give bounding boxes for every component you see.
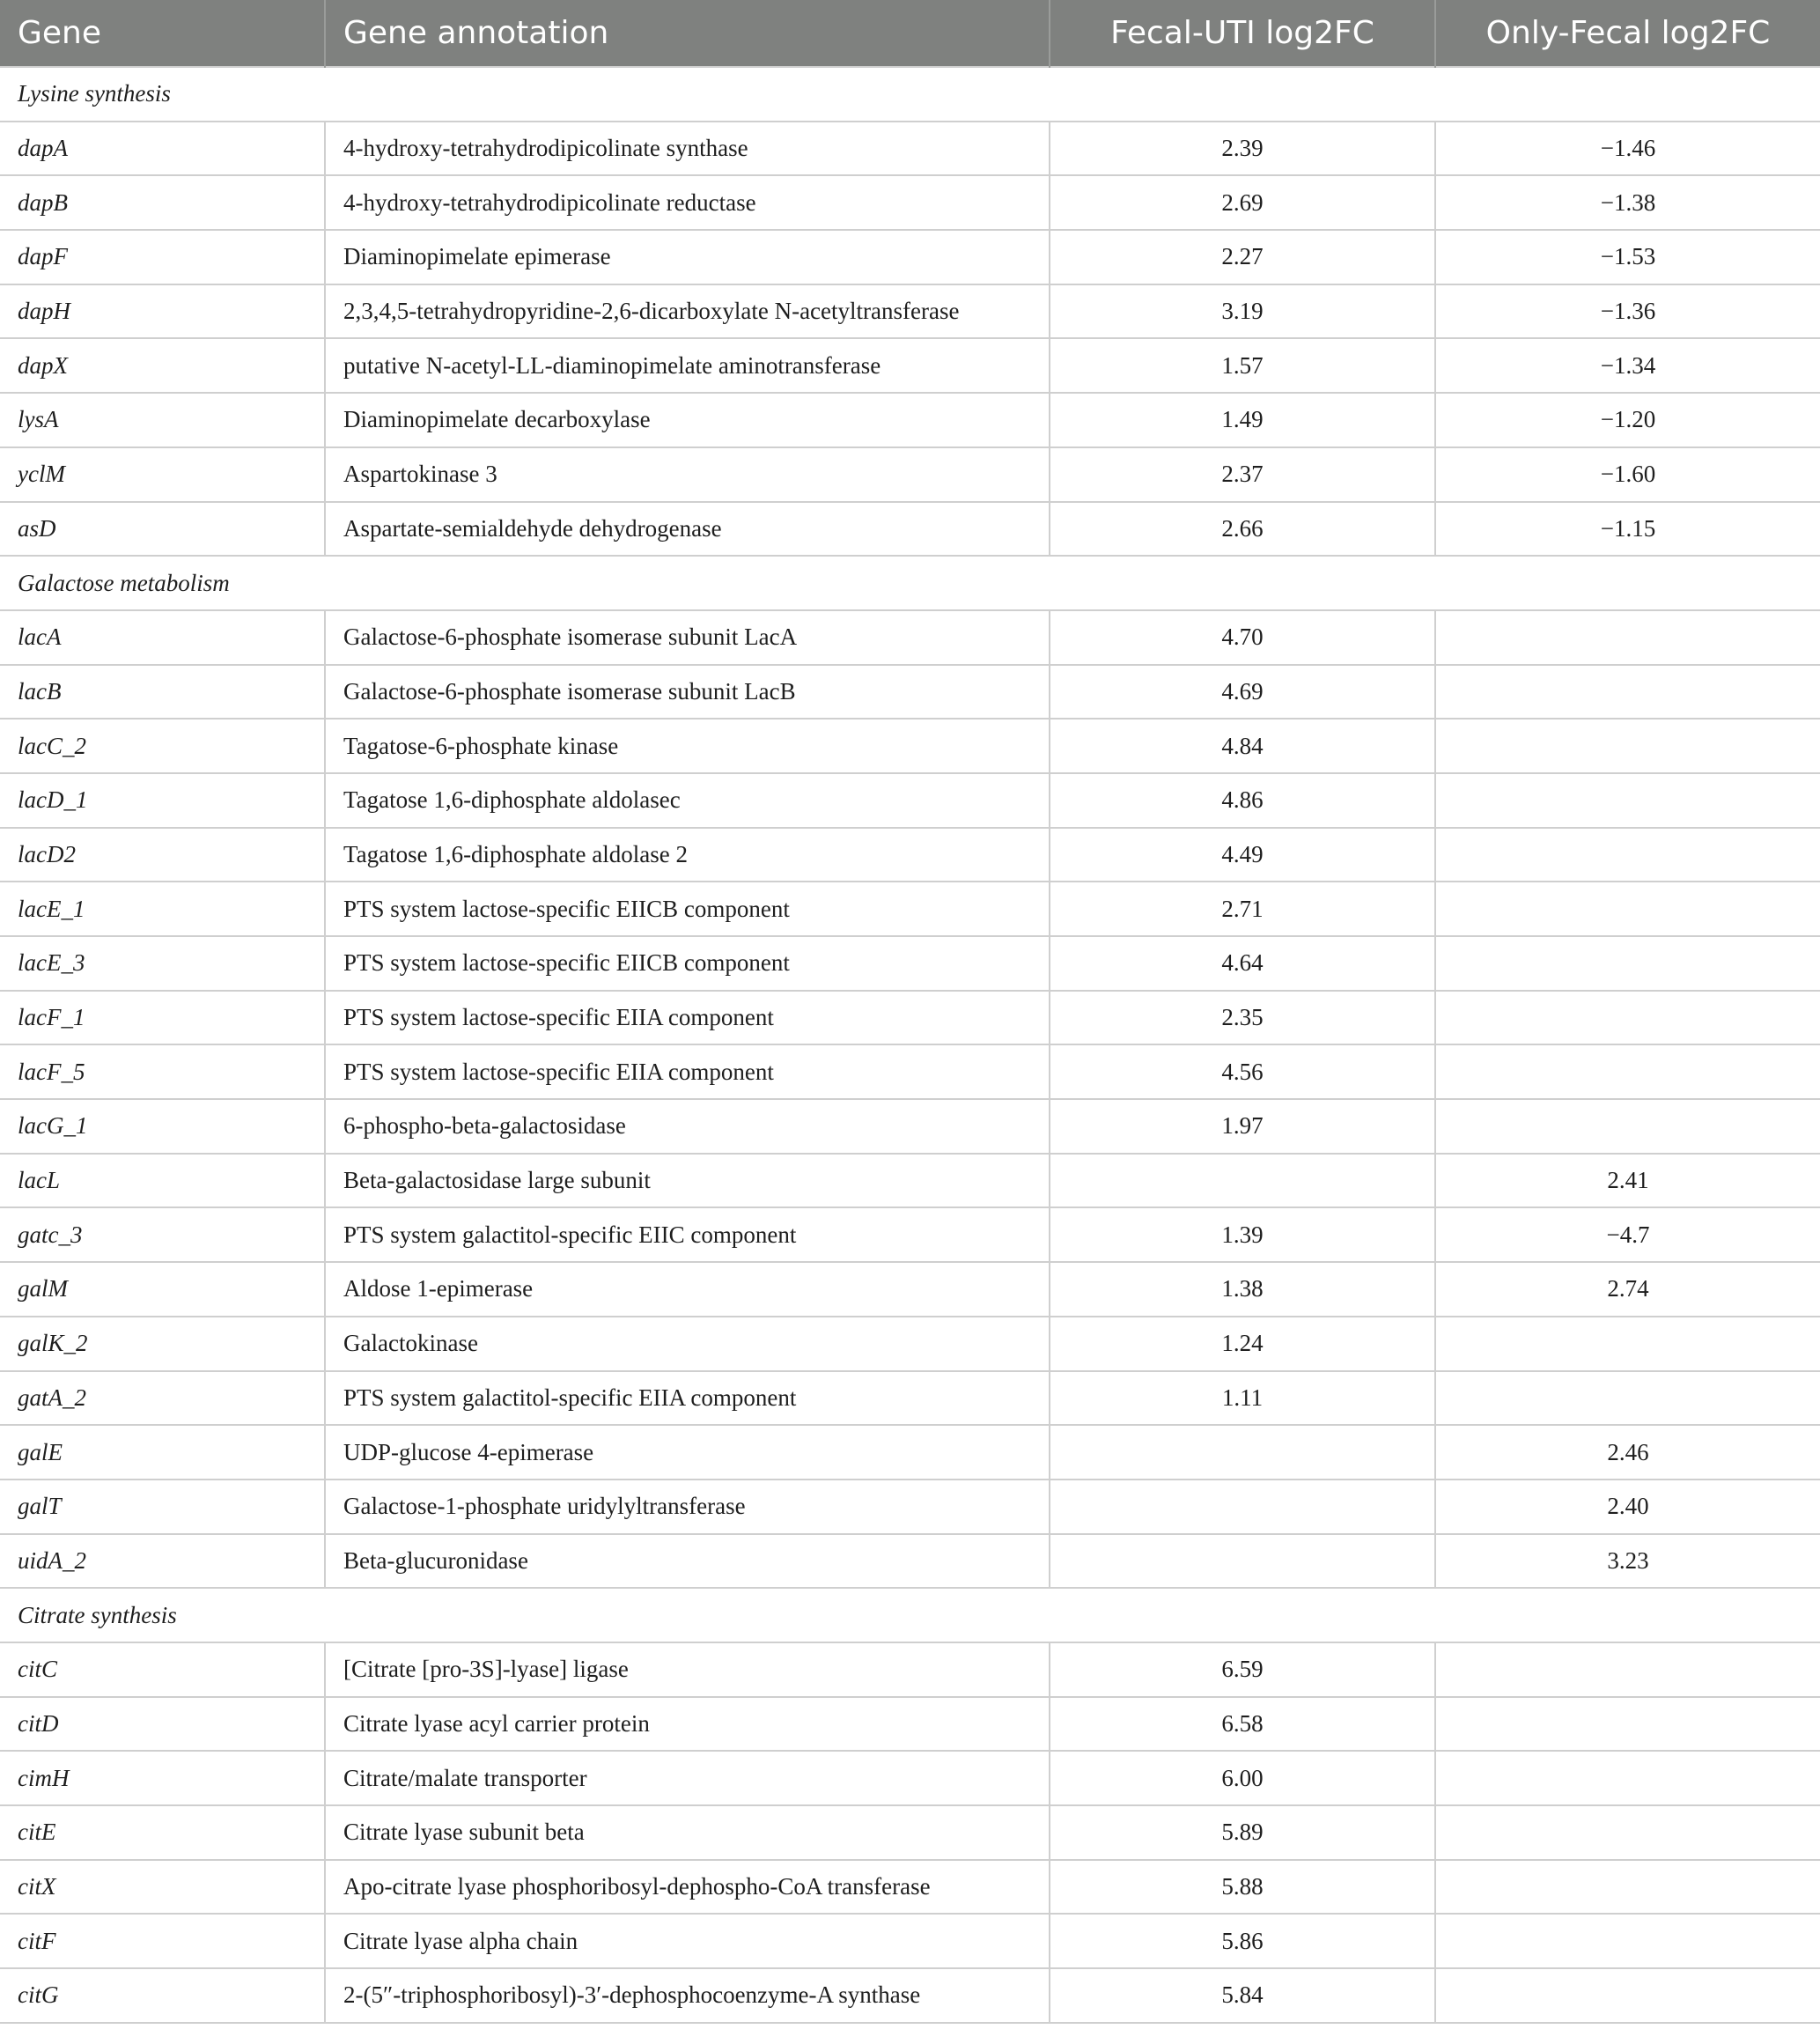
- gene-cell: gatA_2: [0, 1371, 325, 1426]
- gene-cell: dapA: [0, 122, 325, 176]
- table-body: [0, 67, 1820, 2023]
- gene-cell: lacG_1: [0, 1099, 325, 1154]
- table-row: [0, 991, 1820, 1045]
- fecal-uti-cell: 5.86: [1050, 1914, 1435, 1968]
- annotation-cell: Tagatose-6-phosphate kinase: [325, 719, 1050, 773]
- table-row: [0, 719, 1820, 773]
- annotation-cell: 2-(5″-triphosphoribosyl)-3′-dephosphocoenzyme-A synthase: [325, 1968, 1050, 2023]
- fecal-uti-cell: 2.35: [1050, 991, 1435, 1045]
- table-row: [0, 447, 1820, 502]
- fecal-uti-cell: 2.27: [1050, 230, 1435, 284]
- table-row: [0, 1480, 1820, 1534]
- fecal-uti-cell: 1.57: [1050, 338, 1435, 393]
- fecal-uti-cell: 1.39: [1050, 1207, 1435, 1262]
- only-fecal-cell: −4.7: [1435, 1207, 1820, 1262]
- only-fecal-cell: [1435, 1860, 1820, 1915]
- fecal-uti-cell: 4.70: [1050, 610, 1435, 665]
- fecal-uti-cell: 1.49: [1050, 393, 1435, 447]
- annotation-cell: Tagatose 1,6-diphosphate aldolase 2: [325, 828, 1050, 882]
- fecal-uti-cell: 6.59: [1050, 1642, 1435, 1697]
- gene-cell: citD: [0, 1697, 325, 1752]
- table-row: [0, 665, 1820, 719]
- only-fecal-cell: −1.53: [1435, 230, 1820, 284]
- fecal-uti-cell: 5.84: [1050, 1968, 1435, 2023]
- fecal-uti-cell: 6.58: [1050, 1697, 1435, 1752]
- table-row: [0, 1805, 1820, 1860]
- only-fecal-cell: 2.46: [1435, 1425, 1820, 1480]
- table-row: [0, 882, 1820, 936]
- gene-cell: galK_2: [0, 1317, 325, 1371]
- gene-cell: citC: [0, 1642, 325, 1697]
- table-row: [0, 1371, 1820, 1426]
- annotation-cell: Diaminopimelate epimerase: [325, 230, 1050, 284]
- fecal-uti-cell: 2.71: [1050, 882, 1435, 936]
- gene-cell: galM: [0, 1262, 325, 1317]
- only-fecal-cell: [1435, 828, 1820, 882]
- fecal-uti-cell: 3.19: [1050, 284, 1435, 339]
- only-fecal-cell: [1435, 773, 1820, 828]
- gene-cell: lacL: [0, 1154, 325, 1208]
- only-fecal-cell: −1.15: [1435, 502, 1820, 557]
- gene-cell: citF: [0, 1914, 325, 1968]
- fecal-uti-cell: 5.89: [1050, 1805, 1435, 1860]
- table-row: [0, 502, 1820, 557]
- table-row: [0, 1914, 1820, 1968]
- section-title: Lysine synthesis: [0, 67, 1820, 122]
- only-fecal-cell: −1.20: [1435, 393, 1820, 447]
- table-row: [0, 610, 1820, 665]
- table-row: [0, 230, 1820, 284]
- gene-cell: dapF: [0, 230, 325, 284]
- gene-cell: gatc_3: [0, 1207, 325, 1262]
- table-row: [0, 284, 1820, 339]
- section-row: [0, 1588, 1820, 1642]
- annotation-cell: 6-phospho-beta-galactosidase: [325, 1099, 1050, 1154]
- table-row: [0, 1425, 1820, 1480]
- annotation-cell: Citrate lyase alpha chain: [325, 1914, 1050, 1968]
- only-fecal-cell: [1435, 1751, 1820, 1805]
- fecal-uti-cell: 1.97: [1050, 1099, 1435, 1154]
- gene-cell: citG: [0, 1968, 325, 2023]
- table-row: [0, 1262, 1820, 1317]
- only-fecal-cell: [1435, 719, 1820, 773]
- gene-cell: lacD_1: [0, 773, 325, 828]
- gene-cell: lacD2: [0, 828, 325, 882]
- only-fecal-cell: −1.38: [1435, 175, 1820, 230]
- only-fecal-cell: [1435, 936, 1820, 991]
- table-row: [0, 936, 1820, 991]
- annotation-cell: PTS system lactose-specific EIICB component: [325, 882, 1050, 936]
- annotation-cell: putative N-acetyl-LL-diaminopimelate aminotransferase: [325, 338, 1050, 393]
- gene-cell: citX: [0, 1860, 325, 1915]
- fecal-uti-cell: 4.69: [1050, 665, 1435, 719]
- fecal-uti-cell: [1050, 1480, 1435, 1534]
- gene-cell: lacF_5: [0, 1044, 325, 1099]
- annotation-cell: PTS system galactitol-specific EIIC component: [325, 1207, 1050, 1262]
- table-row: [0, 1751, 1820, 1805]
- only-fecal-cell: −1.46: [1435, 122, 1820, 176]
- gene-cell: lysA: [0, 393, 325, 447]
- annotation-cell: [Citrate [pro-3S]-lyase] ligase: [325, 1642, 1050, 1697]
- annotation-cell: Citrate lyase acyl carrier protein: [325, 1697, 1050, 1752]
- header-gene: Gene: [0, 0, 325, 67]
- table-row: [0, 1968, 1820, 2023]
- annotation-cell: Diaminopimelate decarboxylase: [325, 393, 1050, 447]
- table-row: [0, 1697, 1820, 1752]
- annotation-cell: PTS system galactitol-specific EIIA component: [325, 1371, 1050, 1426]
- header-annotation: Gene annotation: [325, 0, 1050, 67]
- fecal-uti-cell: 1.38: [1050, 1262, 1435, 1317]
- only-fecal-cell: [1435, 1044, 1820, 1099]
- annotation-cell: Beta-galactosidase large subunit: [325, 1154, 1050, 1208]
- table-row: [0, 773, 1820, 828]
- gene-cell: lacB: [0, 665, 325, 719]
- fecal-uti-cell: 4.64: [1050, 936, 1435, 991]
- gene-cell: dapX: [0, 338, 325, 393]
- table-row: [0, 1534, 1820, 1589]
- annotation-cell: Tagatose 1,6-diphosphate aldolasec: [325, 773, 1050, 828]
- table-row: [0, 1642, 1820, 1697]
- gene-cell: asD: [0, 502, 325, 557]
- only-fecal-cell: [1435, 665, 1820, 719]
- table-row: [0, 175, 1820, 230]
- fecal-uti-cell: 5.88: [1050, 1860, 1435, 1915]
- only-fecal-cell: 2.40: [1435, 1480, 1820, 1534]
- gene-cell: lacF_1: [0, 991, 325, 1045]
- fecal-uti-cell: 1.24: [1050, 1317, 1435, 1371]
- table-row: [0, 122, 1820, 176]
- annotation-cell: UDP-glucose 4-epimerase: [325, 1425, 1050, 1480]
- annotation-cell: Aspartokinase 3: [325, 447, 1050, 502]
- section-row: [0, 67, 1820, 122]
- gene-cell: lacE_1: [0, 882, 325, 936]
- only-fecal-cell: [1435, 1697, 1820, 1752]
- table-header: [0, 0, 1820, 67]
- annotation-cell: Aldose 1-epimerase: [325, 1262, 1050, 1317]
- gene-cell: lacE_3: [0, 936, 325, 991]
- fecal-uti-cell: 2.66: [1050, 502, 1435, 557]
- header-fecal-uti: Fecal-UTI log2FC: [1050, 0, 1435, 67]
- gene-cell: dapB: [0, 175, 325, 230]
- section-row: [0, 556, 1820, 610]
- table-row: [0, 1099, 1820, 1154]
- table-row: [0, 1207, 1820, 1262]
- annotation-cell: Galactose-6-phosphate isomerase subunit LacB: [325, 665, 1050, 719]
- annotation-cell: Galactose-1-phosphate uridylyltransferase: [325, 1480, 1050, 1534]
- only-fecal-cell: 2.74: [1435, 1262, 1820, 1317]
- annotation-cell: Galactokinase: [325, 1317, 1050, 1371]
- header-only-fecal: Only-Fecal log2FC: [1435, 0, 1820, 67]
- only-fecal-cell: [1435, 610, 1820, 665]
- header-row: [0, 0, 1820, 67]
- annotation-cell: Apo-citrate lyase phosphoribosyl-dephospho-CoA transferase: [325, 1860, 1050, 1915]
- only-fecal-cell: [1435, 1805, 1820, 1860]
- fecal-uti-cell: [1050, 1534, 1435, 1589]
- table-row: [0, 1154, 1820, 1208]
- gene-cell: galT: [0, 1480, 325, 1534]
- only-fecal-cell: [1435, 1642, 1820, 1697]
- section-title: Galactose metabolism: [0, 556, 1820, 610]
- annotation-cell: 4-hydroxy-tetrahydrodipicolinate synthase: [325, 122, 1050, 176]
- gene-cell: uidA_2: [0, 1534, 325, 1589]
- gene-cell: citE: [0, 1805, 325, 1860]
- only-fecal-cell: [1435, 1317, 1820, 1371]
- annotation-cell: PTS system lactose-specific EIIA component: [325, 991, 1050, 1045]
- only-fecal-cell: [1435, 1371, 1820, 1426]
- gene-cell: cimH: [0, 1751, 325, 1805]
- only-fecal-cell: [1435, 1099, 1820, 1154]
- fecal-uti-cell: [1050, 1425, 1435, 1480]
- annotation-cell: Aspartate-semialdehyde dehydrogenase: [325, 502, 1050, 557]
- fecal-uti-cell: 6.00: [1050, 1751, 1435, 1805]
- only-fecal-cell: −1.34: [1435, 338, 1820, 393]
- gene-cell: dapH: [0, 284, 325, 339]
- only-fecal-cell: [1435, 991, 1820, 1045]
- gene-cell: lacA: [0, 610, 325, 665]
- only-fecal-cell: −1.36: [1435, 284, 1820, 339]
- table-row: [0, 1044, 1820, 1099]
- table-row: [0, 1317, 1820, 1371]
- only-fecal-cell: 3.23: [1435, 1534, 1820, 1589]
- only-fecal-cell: [1435, 882, 1820, 936]
- fecal-uti-cell: 2.37: [1050, 447, 1435, 502]
- annotation-cell: Citrate lyase subunit beta: [325, 1805, 1050, 1860]
- table-row: [0, 828, 1820, 882]
- annotation-cell: PTS system lactose-specific EIICB component: [325, 936, 1050, 991]
- only-fecal-cell: [1435, 1914, 1820, 1968]
- gene-cell: lacC_2: [0, 719, 325, 773]
- annotation-cell: Beta-glucuronidase: [325, 1534, 1050, 1589]
- fecal-uti-cell: 4.86: [1050, 773, 1435, 828]
- annotation-cell: Citrate/malate transporter: [325, 1751, 1050, 1805]
- fecal-uti-cell: 4.84: [1050, 719, 1435, 773]
- fecal-uti-cell: 4.49: [1050, 828, 1435, 882]
- fecal-uti-cell: [1050, 1154, 1435, 1208]
- table-row: [0, 338, 1820, 393]
- only-fecal-cell: [1435, 1968, 1820, 2023]
- annotation-cell: 4-hydroxy-tetrahydrodipicolinate reductase: [325, 175, 1050, 230]
- annotation-cell: PTS system lactose-specific EIIA component: [325, 1044, 1050, 1099]
- fecal-uti-cell: 2.39: [1050, 122, 1435, 176]
- table-row: [0, 1860, 1820, 1915]
- only-fecal-cell: −1.60: [1435, 447, 1820, 502]
- table-row: [0, 393, 1820, 447]
- only-fecal-cell: 2.41: [1435, 1154, 1820, 1208]
- fecal-uti-cell: 4.56: [1050, 1044, 1435, 1099]
- fecal-uti-cell: 2.69: [1050, 175, 1435, 230]
- section-title: Citrate synthesis: [0, 1588, 1820, 1642]
- gene-cell: yclM: [0, 447, 325, 502]
- annotation-cell: Galactose-6-phosphate isomerase subunit LacA: [325, 610, 1050, 665]
- annotation-cell: 2,3,4,5-tetrahydropyridine-2,6-dicarboxylate N-acetyltransferase: [325, 284, 1050, 339]
- gene-cell: galE: [0, 1425, 325, 1480]
- fecal-uti-cell: 1.11: [1050, 1371, 1435, 1426]
